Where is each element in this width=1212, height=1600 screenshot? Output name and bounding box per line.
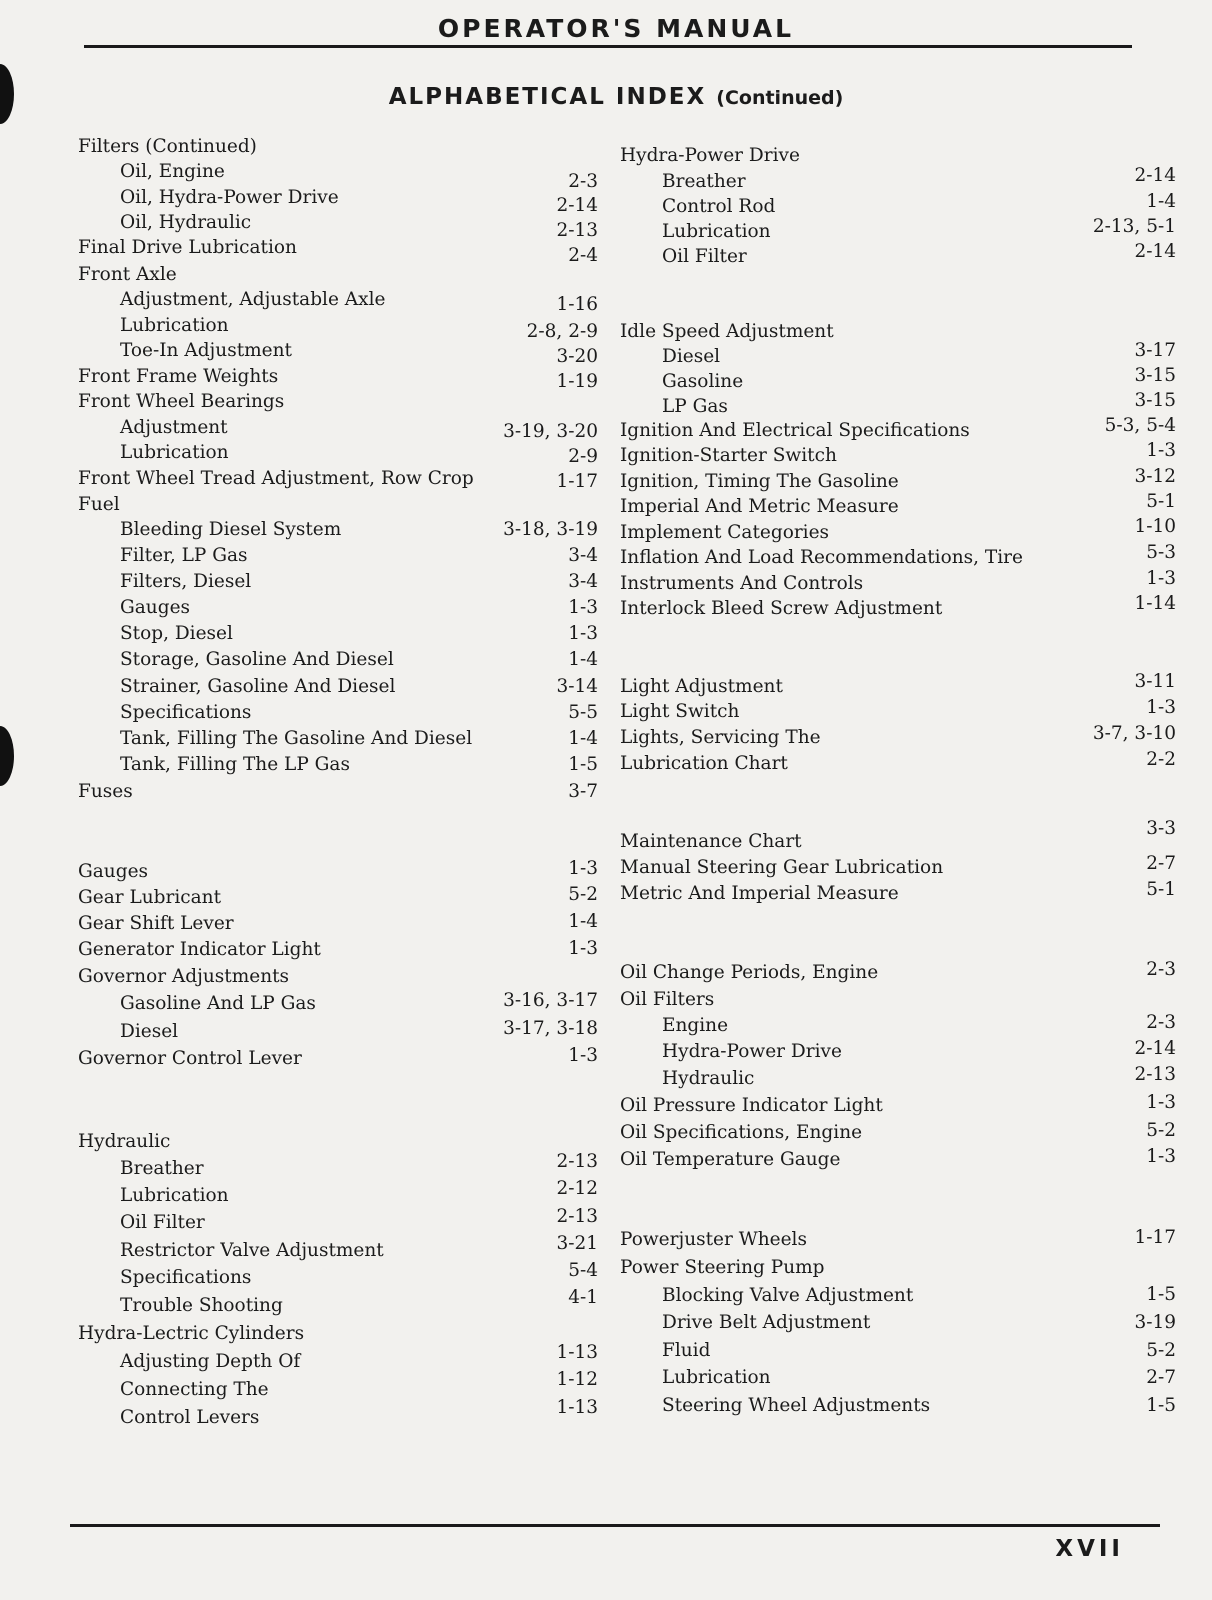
index-entry-pages: 1-4 <box>568 728 598 749</box>
index-entry <box>78 467 598 491</box>
index-entry-label: Ignition, Timing The Gasoline <box>620 471 899 492</box>
index-entry <box>78 263 598 287</box>
index-entry-pages: 1-4 <box>568 649 598 670</box>
index-entry-pages: 5-4 <box>568 1260 598 1281</box>
index-entry-pages: 1-19 <box>556 371 598 392</box>
index-entry <box>620 466 1176 494</box>
index-entry-label: Front Frame Weights <box>78 366 279 387</box>
index-entry-pages: 2-13, 5-1 <box>1092 216 1176 237</box>
header-rule <box>84 45 1132 48</box>
index-entry-pages: 1-3 <box>568 938 598 959</box>
index-entry-label: Lubrication <box>120 442 229 463</box>
index-entry <box>78 1020 598 1044</box>
index-entry-label: Filters, Diesel <box>120 571 252 592</box>
index-entry-pages: 1-3 <box>1146 440 1176 461</box>
index-entry-pages: 3-7, 3-10 <box>1092 723 1176 744</box>
index-entry-pages: 3-14 <box>556 676 598 697</box>
index-entry <box>78 1233 598 1263</box>
index-entry-pages: 3-21 <box>556 1233 598 1254</box>
index-entry-pages: 2-3 <box>568 171 598 192</box>
index-entry <box>620 988 1176 1012</box>
index-entry-label: Lubrication <box>120 1185 229 1206</box>
index-entry <box>620 144 1176 168</box>
index-entry-pages: 1-3 <box>1146 1092 1176 1113</box>
index-entry <box>620 1148 1176 1172</box>
index-entry-label: Specifications <box>120 1267 252 1288</box>
index-entry-label: Powerjuster Wheels <box>620 1229 807 1250</box>
index-entry <box>620 165 1176 194</box>
binder-hole <box>0 726 14 786</box>
index-entry <box>78 622 598 646</box>
index-entry <box>620 671 1176 699</box>
index-entry-pages: 5-3, 5-4 <box>1104 415 1176 436</box>
index-entry <box>620 440 1176 468</box>
index-entry-label: Strainer, Gasoline And Diesel <box>120 676 396 697</box>
index-entry <box>78 780 598 804</box>
index-entry-pages: 2-3 <box>1146 959 1176 980</box>
index-entry-pages: 1-3 <box>1146 1146 1176 1167</box>
index-entry-label: Generator Indicator Light <box>78 939 321 960</box>
index-entry-label: Control Levers <box>120 1407 260 1428</box>
index-entry <box>620 818 1176 854</box>
index-entry-pages: 2-12 <box>556 1178 598 1199</box>
index-entry-pages: 5-2 <box>1146 1120 1176 1141</box>
index-entry-pages: 1-13 <box>556 1342 598 1363</box>
index-entry-label: Ignition-Starter Switch <box>620 445 837 466</box>
index-entry-pages: 5-2 <box>1146 1340 1176 1361</box>
index-entry <box>620 961 1176 985</box>
index-entry-label: Hydra-Power Drive <box>620 145 800 166</box>
index-entry <box>78 938 598 962</box>
index-entry <box>620 216 1176 244</box>
index-entry <box>620 516 1176 545</box>
index-entry-pages: 2-13 <box>556 220 598 241</box>
index-entry-label: Maintenance Chart <box>620 831 802 852</box>
index-entry <box>78 727 598 751</box>
index-entry-pages: 2-7 <box>1146 853 1176 874</box>
index-entry <box>620 390 1176 419</box>
index-entry-label: Adjusting Depth Of <box>120 1351 301 1372</box>
index-entry <box>78 518 598 542</box>
index-entry-pages: 3-19 <box>1134 1312 1176 1333</box>
index-entry-pages: 2-7 <box>1146 1367 1176 1388</box>
index-entry-pages: 1-12 <box>556 1369 598 1390</box>
index-entry <box>78 1322 598 1346</box>
index-entry-pages: 5-5 <box>568 702 598 723</box>
index-entry-label: Adjustment <box>120 417 228 438</box>
index-entry-label: Inflation And Load Recommendations, Tire <box>620 547 1023 568</box>
index-entry-label: Control Rod <box>662 196 776 217</box>
index-entry-label: Implement Categories <box>620 522 830 543</box>
index-entry-label: Lubrication Chart <box>620 753 788 774</box>
index-title <box>0 84 1212 110</box>
footer-rule <box>70 1524 1160 1527</box>
index-entry <box>78 753 598 777</box>
index-entry-label: Front Wheel Bearings <box>78 391 285 412</box>
index-entry-pages: 3-4 <box>568 571 598 592</box>
index-entry <box>78 1287 598 1318</box>
index-entry-label: Oil Temperature Gauge <box>620 1149 841 1170</box>
index-entry-pages: 1-3 <box>568 623 598 644</box>
index-entry-label: Oil Change Periods, Engine <box>620 962 879 983</box>
index-entry-pages: 1-17 <box>556 471 598 492</box>
index-entry-label: Oil, Engine <box>120 161 225 182</box>
index-entry-pages: 2-4 <box>568 245 598 266</box>
index-entry <box>620 723 1176 750</box>
index-entry-label: Breather <box>662 171 746 192</box>
index-entry-label: Lubrication <box>662 1367 771 1388</box>
index-entry <box>620 568 1176 596</box>
index-entry <box>78 1260 598 1290</box>
index-entry-label: Toe-In Adjustment <box>120 340 292 361</box>
index-entry-pages: 1-3 <box>568 597 598 618</box>
index-entry <box>78 135 598 159</box>
index-entry-label: Light Adjustment <box>620 676 783 697</box>
index-entry-pages: 1-10 <box>1134 516 1176 537</box>
index-entry <box>620 365 1176 394</box>
index-entry-pages: 2-14 <box>1134 165 1176 186</box>
index-entry-label: Lubrication <box>120 315 229 336</box>
index-entry <box>78 441 598 465</box>
index-entry-label: Bleeding Diesel System <box>120 519 342 540</box>
index-entry-pages: 1-17 <box>1134 1227 1176 1248</box>
index-entry-label: Stop, Diesel <box>120 623 233 644</box>
index-entry-pages: 3-15 <box>1134 390 1176 411</box>
index-entry <box>620 415 1176 443</box>
index-entry <box>78 211 598 241</box>
index-entry <box>620 879 1176 906</box>
index-entry <box>78 1047 598 1071</box>
index-entry-label: Oil Specifications, Engine <box>620 1122 863 1143</box>
index-entry <box>620 1284 1176 1308</box>
index-entry <box>78 365 598 392</box>
index-entry-label: Fuel <box>78 494 120 515</box>
index-entry-pages: 5-1 <box>1146 491 1176 512</box>
index-entry-label: Lubrication <box>662 221 771 242</box>
index-entry-label: Governor Control Lever <box>78 1048 302 1069</box>
index-title-suffix: (Continued) <box>716 87 844 109</box>
index-entry-pages: 2-3 <box>1146 1012 1176 1033</box>
index-entry-pages: 1-14 <box>1134 593 1176 614</box>
index-entry <box>78 544 598 568</box>
index-entry <box>620 593 1176 621</box>
index-entry-label: Interlock Bleed Screw Adjustment <box>620 598 943 619</box>
index-entry-pages: 2-13 <box>1134 1064 1176 1085</box>
index-entry <box>620 1339 1176 1363</box>
index-entry-label: Governor Adjustments <box>78 966 290 987</box>
index-entry-pages: 2-13 <box>556 1151 598 1172</box>
index-entry <box>620 1014 1176 1038</box>
index-entry-label: Ignition And Electrical Specifications <box>620 420 970 441</box>
index-entry-pages: 1-5 <box>568 754 598 775</box>
index-entry-pages: 1-16 <box>556 294 598 315</box>
index-entry-label: Hydra-Lectric Cylinders <box>78 1323 305 1344</box>
index-entry-label: Steering Wheel Adjustments <box>662 1395 931 1416</box>
index-entry-pages: 1-13 <box>556 1397 598 1418</box>
index-entry <box>78 1342 598 1374</box>
index-entry-pages: 1-3 <box>568 1045 598 1066</box>
index-entry-label: Lights, Servicing The <box>620 727 821 748</box>
index-entry-label: Connecting The <box>120 1379 269 1400</box>
index-entry <box>78 992 598 1016</box>
index-entry-pages: 3-15 <box>1134 365 1176 386</box>
index-entry <box>78 236 598 266</box>
index-entry-label: Tank, Filling The LP Gas <box>120 754 350 775</box>
index-entry-pages: 1-5 <box>1146 1395 1176 1416</box>
index-entry <box>78 1130 598 1154</box>
index-entry <box>78 648 598 672</box>
index-entry-pages: 3-4 <box>568 545 598 566</box>
page-number: XVII <box>1055 1536 1124 1562</box>
index-entry-pages: 3-3 <box>1146 818 1176 839</box>
index-entry <box>620 1256 1176 1280</box>
index-entry-label: Hydraulic <box>78 1131 171 1152</box>
index-entry-pages: 2-14 <box>556 195 598 216</box>
index-entry-label: Specifications <box>120 702 252 723</box>
index-entry-label: Power Steering Pump <box>620 1257 825 1278</box>
index-entry <box>620 1040 1176 1064</box>
index-entry-label: Drive Belt Adjustment <box>662 1312 871 1333</box>
index-entry-label: Gauges <box>120 597 191 618</box>
index-entry-pages: 2-13 <box>556 1206 598 1227</box>
index-entry-label: Breather <box>120 1158 204 1179</box>
index-entry-label: LP Gas <box>662 396 728 417</box>
index-entry-pages: 2-8, 2-9 <box>526 321 598 342</box>
index-entry-label: Filter, LP Gas <box>120 545 248 566</box>
index-entry <box>78 965 598 989</box>
index-entry-pages: 3-16, 3-17 <box>503 990 598 1011</box>
index-entry <box>78 314 598 342</box>
index-entry <box>78 675 598 699</box>
index-entry-pages: 1-3 <box>1146 568 1176 589</box>
index-entry-label: Front Axle <box>78 264 177 285</box>
index-entry <box>620 320 1176 344</box>
index-entry-label: Adjustment, Adjustable Axle <box>120 289 386 310</box>
index-entry <box>78 1206 598 1235</box>
index-entry-pages: 3-7 <box>568 781 598 802</box>
index-entry <box>78 390 598 414</box>
index-entry-pages: 3-19, 3-20 <box>503 421 598 442</box>
index-entry-label: Oil Filter <box>662 246 747 267</box>
index-entry <box>620 542 1176 570</box>
index-entry <box>78 860 598 884</box>
index-entry-label: Oil Filters <box>620 989 715 1010</box>
index-entry <box>620 1121 1176 1145</box>
index-entry <box>620 749 1176 776</box>
index-entry-label: Hydraulic <box>662 1068 755 1089</box>
index-entry-pages: 4-1 <box>568 1287 598 1308</box>
index-entry-label: Final Drive Lubrication <box>78 237 297 258</box>
index-entry-label: Front Wheel Tread Adjustment, Row Crop <box>78 468 474 489</box>
header-title: OPERATOR'S MANUAL <box>437 14 795 43</box>
index-entry <box>620 697 1176 724</box>
index-entry-pages: 2-14 <box>1134 241 1176 262</box>
index-entry-label: Diesel <box>662 346 721 367</box>
index-entry-pages: 3-17, 3-18 <box>503 1018 598 1039</box>
index-entry-label: Gear Lubricant <box>78 887 222 908</box>
index-entry-label: Fuses <box>78 781 133 802</box>
index-entry-label: Manual Steering Gear Lubrication <box>620 857 944 878</box>
index-entry <box>620 1311 1176 1335</box>
index-entry-label: Oil, Hydraulic <box>120 212 252 233</box>
index-entry <box>620 241 1176 269</box>
index-entry-pages: 3-17 <box>1134 340 1176 361</box>
index-entry <box>78 1151 598 1181</box>
index-entry-label: Metric And Imperial Measure <box>620 883 899 904</box>
index-entry-label: Tank, Filling The Gasoline And Diesel <box>120 728 473 749</box>
index-entry-pages: 1-4 <box>568 911 598 932</box>
index-entry-label: Fluid <box>662 1340 711 1361</box>
index-entry <box>78 1397 598 1430</box>
index-entry <box>620 1366 1176 1390</box>
index-entry <box>78 416 598 440</box>
index-entry-label: Imperial And Metric Measure <box>620 496 899 517</box>
index-title-main: ALPHABETICAL INDEX <box>388 84 707 110</box>
index-entry <box>78 886 598 910</box>
index-entry-label: Filters (Continued) <box>78 136 257 157</box>
index-entry <box>78 493 598 517</box>
index-entry <box>620 340 1176 369</box>
index-entry-label: Restrictor Valve Adjustment <box>120 1240 384 1261</box>
index-entry <box>78 160 598 192</box>
index-entry-pages: 2-9 <box>568 446 598 467</box>
index-entry <box>78 1178 598 1208</box>
index-entry-pages: 2-14 <box>1134 1038 1176 1059</box>
index-entry-label: Storage, Gasoline And Diesel <box>120 649 394 670</box>
index-entry-pages: 1-5 <box>1146 1284 1176 1305</box>
index-entry <box>78 339 598 367</box>
index-entry <box>78 596 598 620</box>
index-entry <box>78 186 598 216</box>
index-entry <box>78 912 598 936</box>
index-entry <box>620 1394 1176 1418</box>
index-entry-label: Gauges <box>78 861 149 882</box>
index-entry-pages: 1-4 <box>1146 191 1176 212</box>
index-entry-pages: 1-3 <box>568 858 598 879</box>
index-entry-label: Light Switch <box>620 701 740 722</box>
index-entry-label: Trouble Shooting <box>120 1295 283 1316</box>
index-entry-pages: 5-2 <box>568 884 598 905</box>
index-entry-label: Gasoline <box>662 371 744 392</box>
index-entry-label: Idle Speed Adjustment <box>620 321 834 342</box>
index-entry <box>78 701 598 725</box>
index-entry <box>620 491 1176 519</box>
index-entry <box>620 853 1176 880</box>
index-entry-pages: 2-2 <box>1146 749 1176 770</box>
index-entry <box>78 288 598 315</box>
index-entry <box>620 1228 1176 1252</box>
index-entry <box>78 1369 598 1402</box>
index-entry-pages: 3-18, 3-19 <box>503 519 598 540</box>
index-entry-label: Engine <box>662 1015 729 1036</box>
index-entry-label: Oil, Hydra-Power Drive <box>120 187 339 208</box>
index-entry-label: Oil Filter <box>120 1212 205 1233</box>
index-entry-pages: 3-11 <box>1134 671 1176 692</box>
index-entry-label: Gasoline And LP Gas <box>120 993 316 1014</box>
index-entry-pages: 5-1 <box>1146 879 1176 900</box>
index-entry <box>620 1094 1176 1118</box>
index-entry-pages: 3-20 <box>556 346 598 367</box>
index-entry <box>78 570 598 594</box>
index-entry-pages: 5-3 <box>1146 542 1176 563</box>
index-entry-label: Hydra-Power Drive <box>662 1041 842 1062</box>
index-entry-label: Diesel <box>120 1021 179 1042</box>
index-entry-pages: 1-3 <box>1146 697 1176 718</box>
index-entry-label: Gear Shift Lever <box>78 913 234 934</box>
index-entry-label: Instruments And Controls <box>620 573 864 594</box>
index-entry-label: Oil Pressure Indicator Light <box>620 1095 883 1116</box>
index-entry-label: Blocking Valve Adjustment <box>662 1285 914 1306</box>
index-entry-pages: 3-12 <box>1134 466 1176 487</box>
index-entry <box>620 1064 1176 1091</box>
